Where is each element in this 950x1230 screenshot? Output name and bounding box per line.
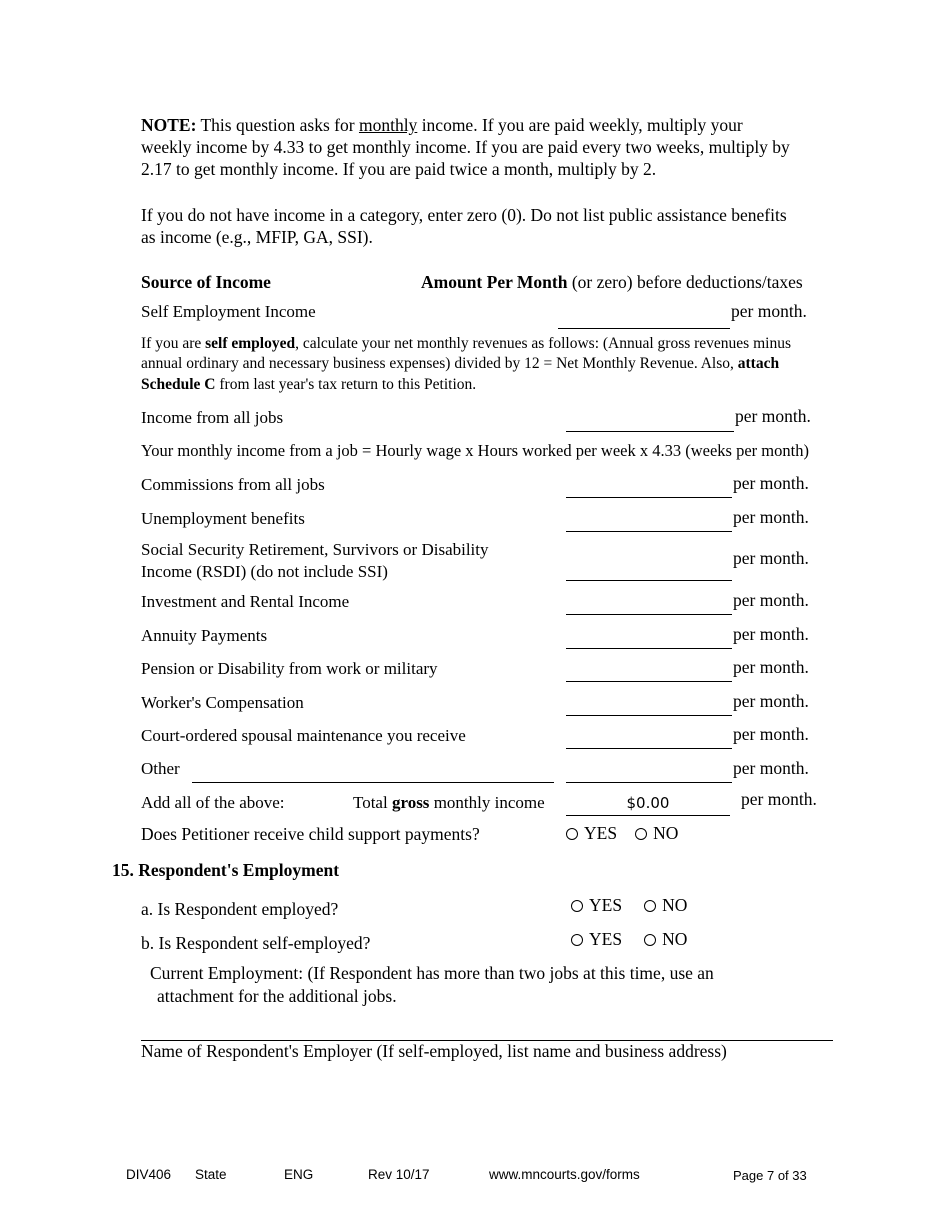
self-employed-no-radio[interactable]: NO (644, 929, 687, 950)
investment-label: Investment and Rental Income (141, 592, 350, 611)
footer-language: ENG (284, 1167, 314, 1182)
annuity-input[interactable] (566, 626, 732, 649)
radio-circle-icon (644, 934, 656, 946)
note-label: NOTE: (141, 115, 197, 135)
source-header: Source of Income (141, 272, 271, 292)
footer-url[interactable]: www.mncourts.gov/forms (489, 1167, 640, 1182)
per-month-label: per month. (733, 507, 809, 527)
footer-page-number: Page 7 of 33 (733, 1168, 807, 1183)
annuity-label: Annuity Payments (141, 626, 268, 645)
per-month-label: per month. (733, 473, 809, 493)
self-employed-yes-radio[interactable]: YES (571, 929, 622, 950)
child-support-no-radio[interactable]: NO (635, 823, 678, 844)
rsdi-input[interactable] (566, 558, 732, 581)
investment-input[interactable] (566, 592, 732, 615)
per-month-label: per month. (733, 590, 809, 610)
pension-input[interactable] (566, 659, 732, 682)
employer-name-label: Name of Respondent's Employer (If self-employed, list name and business address) (141, 1041, 727, 1061)
per-month-label: per month. (733, 691, 809, 711)
per-month-label: per month. (733, 724, 809, 744)
radio-circle-icon (571, 934, 583, 946)
rsdi-label-2: Income (RSDI) (do not include SSI) (141, 562, 388, 581)
current-employment-note-2: attachment for the additional jobs. (157, 986, 397, 1006)
unemployment-label: Unemployment benefits (141, 509, 305, 528)
unemployment-input[interactable] (566, 509, 732, 532)
child-support-options (566, 823, 692, 844)
employed-yes-radio[interactable]: YES (571, 895, 622, 916)
radio-circle-icon (571, 900, 583, 912)
workers-comp-input[interactable] (566, 693, 732, 716)
per-month-label: per month. (733, 548, 809, 568)
self-employment-help-3: Schedule C from last year's tax return to this Petition. (141, 376, 477, 393)
respondent-employed-options (571, 895, 701, 916)
amount-header: Amount Per Month (or zero) before deductions/taxes (421, 272, 803, 292)
employer-name-input[interactable] (141, 1018, 833, 1041)
total-gross-label: Total gross monthly income (353, 793, 545, 812)
note-line-2: weekly income by 4.33 to get monthly income. If you are paid every two weeks, multiply by (141, 137, 790, 157)
jobs-formula: Your monthly income from a job = Hourly wage x Hours worked per week x 4.33 (weeks per month) (141, 441, 809, 460)
jobs-input[interactable] (566, 409, 734, 432)
other-amount-input[interactable] (566, 760, 732, 783)
per-month-label: per month. (733, 758, 809, 778)
employed-no-radio[interactable]: NO (644, 895, 687, 916)
per-month-label: per month. (735, 406, 811, 426)
self-employment-input[interactable] (558, 306, 730, 329)
other-description-input[interactable] (192, 760, 554, 783)
self-employment-label: Self Employment Income (141, 302, 316, 321)
note-line-1: NOTE: This question asks for monthly income. If you are paid weekly, multiply your (141, 115, 743, 135)
radio-circle-icon (644, 900, 656, 912)
zero-note-line-2: as income (e.g., MFIP, GA, SSI). (141, 227, 373, 247)
per-month-label: per month. (733, 624, 809, 644)
radio-circle-icon (635, 828, 647, 840)
rsdi-label-1: Social Security Retirement, Survivors or Disability (141, 540, 489, 559)
zero-note-line-1: If you do not have income in a category, enter zero (0). Do not list public assistance benefits (141, 205, 787, 225)
spousal-label: Court-ordered spousal maintenance you receive (141, 726, 466, 745)
spousal-input[interactable] (566, 726, 732, 749)
commissions-label: Commissions from all jobs (141, 475, 325, 494)
commissions-input[interactable] (566, 475, 732, 498)
per-month-label: per month. (741, 789, 817, 809)
per-month-label: per month. (731, 301, 807, 321)
workers-comp-label: Worker's Compensation (141, 693, 304, 712)
self-employment-help-1: If you are self employed, calculate your net monthly revenues as follows: (Annual gross revenues minus (141, 335, 791, 352)
radio-circle-icon (566, 828, 578, 840)
footer-revision: Rev 10/17 (368, 1167, 430, 1182)
respondent-employed-question: a. Is Respondent employed? (141, 899, 339, 919)
note-line-3: 2.17 to get monthly income. If you are paid twice a month, multiply by 2. (141, 159, 657, 179)
other-label: Other (141, 759, 180, 778)
total-income-field[interactable]: $0.00 (566, 793, 730, 816)
per-month-label: per month. (733, 657, 809, 677)
jobs-label: Income from all jobs (141, 408, 284, 427)
pension-label: Pension or Disability from work or military (141, 659, 438, 678)
current-employment-note-1: Current Employment: (If Respondent has more than two jobs at this time, use an (150, 963, 714, 983)
section-15-title: 15. Respondent's Employment (112, 860, 340, 880)
respondent-self-employed-options (571, 929, 701, 950)
self-employment-help-2: annual ordinary and necessary business expenses) divided by 12 = Net Monthly Revenue. Also, attach (141, 355, 780, 372)
respondent-self-employed-question: b. Is Respondent self-employed? (141, 933, 371, 953)
add-all-label: Add all of the above: (141, 793, 285, 812)
footer-state: State (195, 1167, 227, 1182)
footer-form-number: DIV406 (126, 1167, 172, 1182)
child-support-yes-radio[interactable]: YES (566, 823, 617, 844)
child-support-question: Does Petitioner receive child support payments? (141, 824, 480, 844)
